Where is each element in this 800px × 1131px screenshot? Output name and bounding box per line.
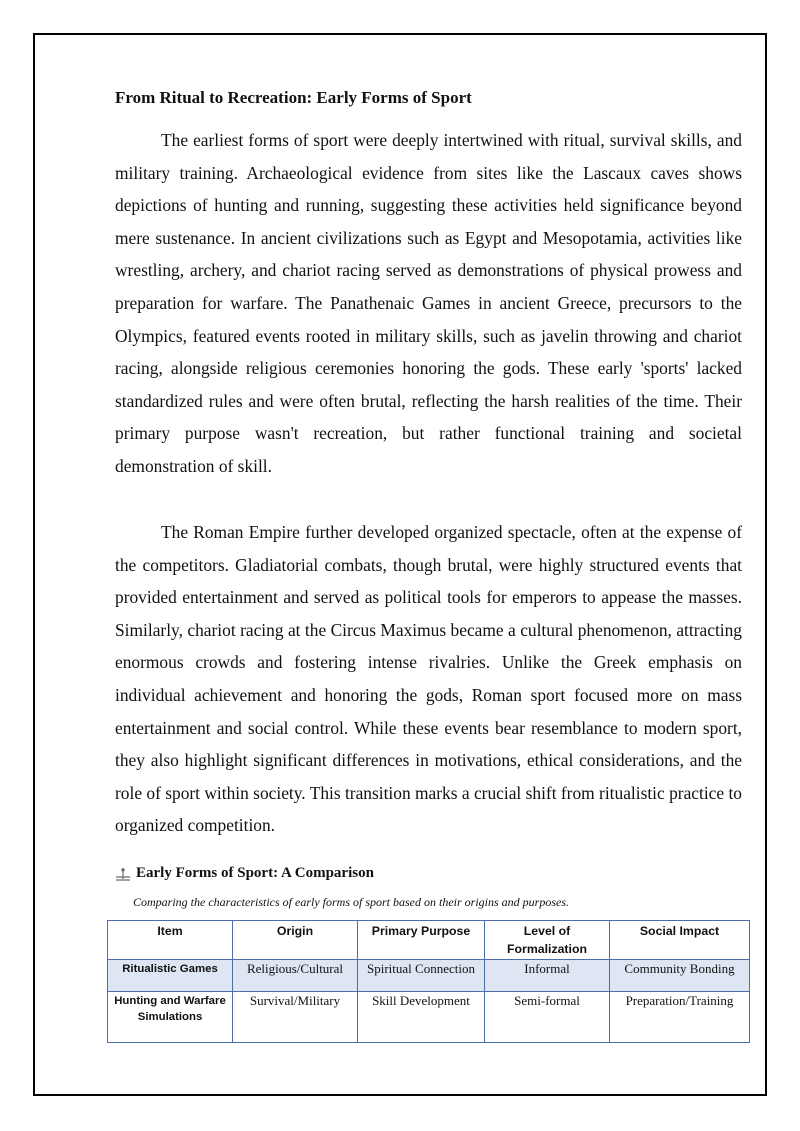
table-cell: Semi-formal — [485, 992, 610, 1043]
table-cell: Ritualistic Games — [108, 960, 233, 992]
table-cell: Skill Development — [358, 992, 485, 1043]
column-header-formalization: Level of Formalization — [485, 921, 610, 960]
column-header-item: Item — [108, 921, 233, 960]
table-cell: Spiritual Connection — [358, 960, 485, 992]
table-row — [108, 960, 750, 992]
comparison-table — [107, 920, 750, 1043]
column-header-primary-purpose: Primary Purpose — [358, 921, 485, 960]
table-row — [108, 992, 750, 1043]
body-paragraph: The Roman Empire further developed organized spectacle, often at the expense of the competitors. Gladiatorial combats, though brutal, were highly structured events that provided entertainment and served as political tools for emperors to appease the masses. Similarly, chariot racing at the Circus Maximus became a cultural phenomenon, attracting enormous crowds and fostering intense rivalries. Unlike the Greek emphasis on individual achievement and honoring the gods, Roman sport focused more on mass entertainment and social control. While these events bear resemblance to modern sport, they also highlight significant differences in motivations, ethical considerations, and the role of sport within society. This transition marks a crucial shift from ritualistic practice to organized competition. — [115, 522, 742, 836]
table-cell: Preparation/Training — [610, 992, 750, 1043]
anchor-icon — [115, 868, 131, 882]
table-header-row — [108, 921, 750, 960]
table-cell: Survival/Military — [233, 992, 358, 1043]
table-cell: Religious/Cultural — [233, 960, 358, 992]
body-paragraph: The earliest forms of sport were deeply intertwined with ritual, survival skills, and military training. Archaeological evidence from sites like the Lascaux caves shows depictions of hunting and running, suggesting these activities held significance beyond mere sustenance. In ancient civilizations such as Egypt and Mesopotamia, activities like wrestling, archery, and chariot racing served as demonstrations of physical prowess and preparation for warfare. The Panathenaic Games in ancient Greece, precursors to the Olympics, featured events rooted in military skills, such as javelin throwing and chariot racing, alongside religious ceremonies honoring the gods. These early 'sports' lacked standardized rules and were often brutal, reflecting the harsh realities of the time. Their primary purpose wasn't recreation, but rather functional training and societal demonstration of skill. — [115, 130, 742, 476]
table-cell: Hunting and Warfare Simulations — [108, 992, 233, 1043]
table-heading-text: Early Forms of Sport: A Comparison — [136, 865, 374, 881]
column-header-social-impact: Social Impact — [610, 921, 750, 960]
table-cell: Informal — [485, 960, 610, 992]
column-header-origin: Origin — [233, 921, 358, 960]
table-caption: Comparing the characteristics of early forms of sport based on their origins and purposes. — [133, 895, 569, 909]
table-heading — [115, 865, 374, 882]
section-title: From Ritual to Recreation: Early Forms of Sport — [115, 88, 472, 107]
table-cell: Community Bonding — [610, 960, 750, 992]
